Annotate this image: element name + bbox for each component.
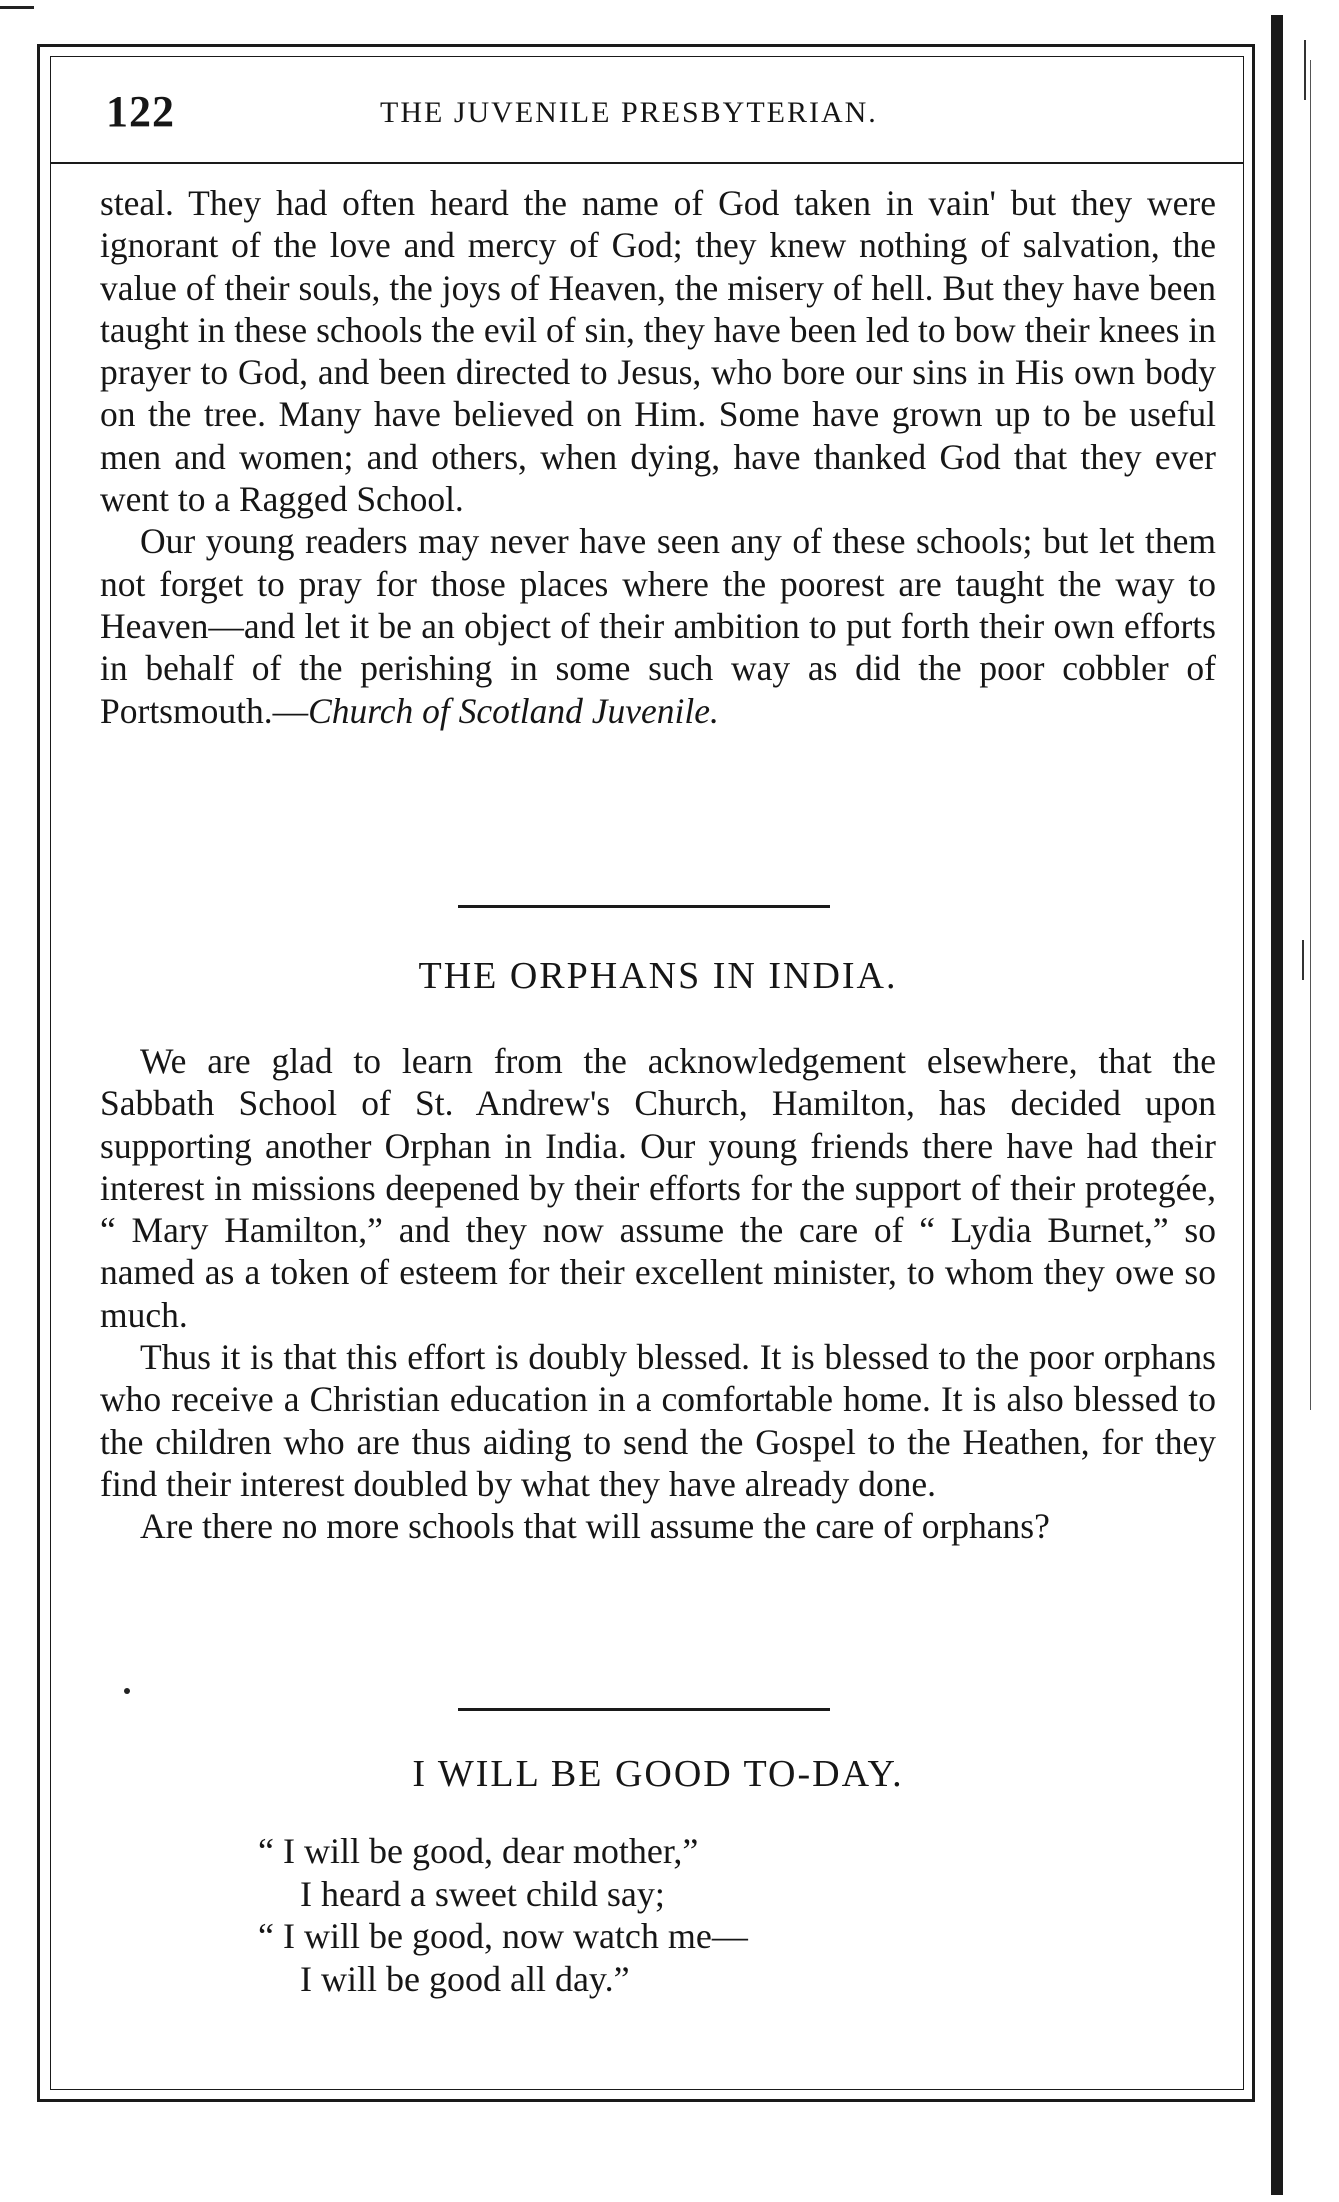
- poem-line: I heard a sweet child say;: [300, 1873, 665, 1914]
- paragraph: We are glad to learn from the acknowledgement elsewhere, that the Sabbath School of St. Andrew's Church, Hamilton, has decided upon supporting another Orphan in India. Our young friends there have had their interest in missions deepened by their efforts for the support of their protegée, “ Mary Hamilton,” and they now assume the care of “ Lydia Burnet,” so named as a token of esteem for their excellent minister, to whom they owe so much.: [100, 1041, 1216, 1335]
- top-edge-mark: [0, 6, 34, 9]
- section-divider: [458, 1708, 830, 1711]
- poem-line: I will be good all day.”: [300, 1958, 630, 1999]
- poem-stanza: [258, 1830, 748, 2000]
- paragraph-text: Our young readers may never have seen any of these schools; but let them not forget to pray for those places where the poorest are taught the way to Heaven—and let it be an object of their ambition to put forth their own efforts in behalf of the perishing in some such way as did the poor cobbler of Portsmouth.—: [100, 521, 1216, 731]
- page-header: [50, 56, 1244, 164]
- paragraph: steal. They had often heard the name of God taken in vain' but they were ignorant of the love and mercy of God; they knew nothing of salvation, the value of their souls, the joys of Heaven, the misery of hell. But they have been taught in these schools the evil of sin, they have been led to bow their knees in prayer to God, and been directed to Jesus, who bore our sins in His own body on the tree. Many have believed on Him. Some have grown up to be useful men and women; and others, when dying, have thanked God that they ever went to a Ragged School.: [100, 183, 1216, 520]
- orphans-article-body: [100, 1040, 1216, 1548]
- running-title: THE JUVENILE PRESBYTERIAN.: [380, 96, 878, 129]
- attribution: Church of Scotland Juvenile.: [308, 690, 719, 731]
- ragged-schools-article-continuation: [100, 182, 1216, 732]
- orphans-article-title: THE ORPHANS IN INDIA.: [418, 955, 898, 997]
- poem-line: “ I will be good, now watch me—: [258, 1916, 748, 1956]
- paragraph: [100, 520, 1216, 731]
- section-divider: [458, 905, 830, 908]
- poem-line: “ I will be good, dear mother,”: [258, 1831, 699, 1871]
- paragraph: Are there no more schools that will assume the care of orphans?: [140, 1506, 1050, 1547]
- stray-mark: [124, 1688, 130, 1694]
- page-number: 122: [106, 87, 175, 136]
- poem-title: I WILL BE GOOD TO-DAY.: [412, 1753, 904, 1795]
- adjacent-page-edge: [1300, 40, 1330, 1440]
- page-spine-shadow: [1271, 15, 1283, 2195]
- paragraph: Thus it is that this effort is doubly blessed. It is blessed to the poor orphans who receive a Christian education in a comfortable home. It is also blessed to the children who are thus aiding to send the Gospel to the Heathen, for they find their interest doubled by what they have already done.: [100, 1337, 1216, 1504]
